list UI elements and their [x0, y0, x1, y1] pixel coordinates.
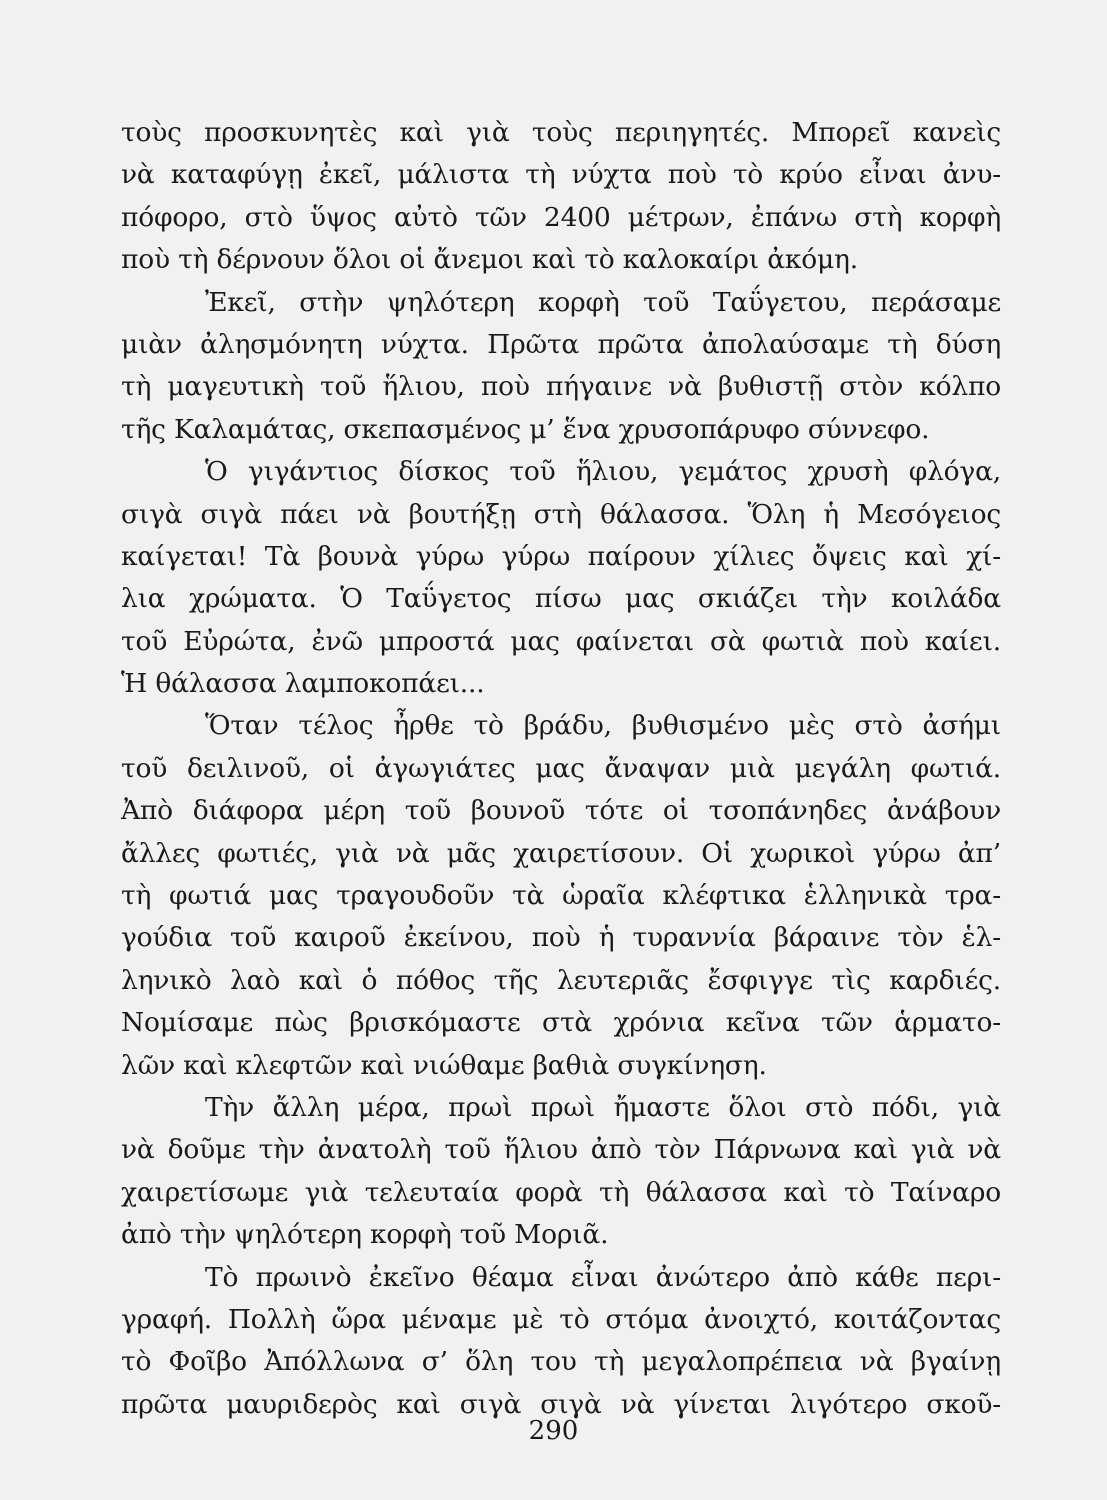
text-line: σιγὰ σιγὰ πάει νὰ βουτήξῃ στὴ θάλασσα. Ὅλη ἡ Μεσόγειος — [121, 498, 1001, 530]
text-line: τοῦ Εὐρώτα, ἐνῶ μπροστά μας φαίνεται σὰ φωτιὰ ποὺ καίει. — [121, 625, 1001, 657]
text-line: τὴ μαγευτικὴ τοῦ ἥλιου, ποὺ πήγαινε νὰ βυθιστῇ στὸν κόλπο — [121, 371, 1001, 403]
text-line: ἄλλες φωτιές, γιὰ νὰ μᾶς χαιρετίσουν. Οἱ χωρικοὶ γύρω ἀπ’ — [121, 837, 1001, 869]
text-line: ποὺ τὴ δέρνουν ὅλοι οἱ ἄνεμοι καὶ τὸ καλοκαίρι ἀκόμη. — [121, 244, 858, 276]
text-line: πρῶτα μαυριδερὸς καὶ σιγὰ σιγὰ νὰ γίνεται λιγότερο σκοῦ- — [121, 1388, 1001, 1420]
text-line: Ἐκεῖ, στὴν ψηλότερη κορφὴ τοῦ Ταΰγετου, περάσαμε — [205, 286, 1001, 318]
text-line: καίγεται! Τὰ βουνὰ γύρω γύρω παίρουν χίλιες ὄψεις καὶ χί- — [121, 540, 1001, 572]
text-line: γραφή. Πολλὴ ὥρα μέναμε μὲ τὸ στόμα ἀνοιχτό, κοιτάζοντας — [121, 1303, 1001, 1335]
text-line: λια χρώματα. Ὁ Ταΰγετος πίσω μας σκιάζει τὴν κοιλάδα — [121, 583, 1001, 615]
text-line: Ὁ γιγάντιος δίσκος τοῦ ἥλιου, γεμάτος χρυσὴ φλόγα, — [205, 456, 1001, 488]
text-line: γούδια τοῦ καιροῦ ἐκείνου, ποὺ ἡ τυραννία βάραινε τὸν ἑλ- — [121, 922, 1001, 954]
page-number: 290 — [528, 1416, 579, 1446]
text-line: Ἀπὸ διάφορα μέρη τοῦ βουνοῦ τότε οἱ τσοπάνηδες ἀνάβουν — [121, 795, 1001, 827]
text-line: τοὺς προσκυνητὲς καὶ γιὰ τοὺς περιηγητές. Μπορεῖ κανεὶς — [121, 117, 1001, 148]
text-line: τοῦ δειλινοῦ, οἱ ἀγωγιάτες μας ἄναψαν μιὰ μεγάλη φωτιά. — [121, 752, 1001, 784]
text-line: μιὰν ἀλησμόνητη νύχτα. Πρῶτα πρῶτα ἀπολαύσαμε τὴ δύση — [121, 328, 1001, 360]
text-line: Ὅταν τέλος ἦρθε τὸ βράδυ, βυθισμένο μὲς στὸ ἀσήμι — [205, 710, 1001, 742]
text-line: Τὸ πρωινὸ ἐκεῖνο θέαμα εἶναι ἀνώτερο ἀπὸ κάθε περι- — [205, 1261, 1001, 1293]
text-line: τῆς Καλαμάτας, σκεπασμένος μ’ ἕνα χρυσοπάρυφο σύννεφο. — [121, 413, 930, 445]
text-line: χαιρετίσωμε γιὰ τελευταία φορὰ τὴ θάλασσα καὶ τὸ Ταίναρο — [121, 1176, 1001, 1208]
text-line: Ἡ θάλασσα λαμποκοπάει... — [121, 668, 485, 700]
text-line: τὸ Φοῖβο Ἀπόλλωνα σ’ ὅλη του τὴ μεγαλοπρέπεια νὰ βγαίνῃ — [121, 1346, 1001, 1378]
text-line: νὰ καταφύγῃ ἐκεῖ, μάλιστα τὴ νύχτα ποὺ τὸ κρύο εἶναι ἀνυ- — [121, 159, 1001, 191]
text-line: τὴ φωτιά μας τραγουδοῦν τὰ ὡραῖα κλέφτικα ἑλληνικὰ τρα- — [121, 880, 1001, 912]
text-line: νὰ δοῦμε τὴν ἀνατολὴ τοῦ ἥλιου ἀπὸ τὸν Πάρνωνα καὶ γιὰ νὰ — [121, 1134, 1001, 1166]
body-text — [121, 112, 1001, 1426]
text-line: λῶν καὶ κλεφτῶν καὶ νιώθαμε βαθιὰ συγκίνηση. — [121, 1049, 767, 1081]
text-line: ἀπὸ τὴν ψηλότερη κορφὴ τοῦ Μοριᾶ. — [121, 1219, 609, 1251]
text-line: Νομίσαμε πὼς βρισκόμαστε στὰ χρόνια κεῖνα τῶν ἁρματο- — [121, 1007, 1001, 1039]
text-line: πόφορο, στὸ ὕψος αὐτὸ τῶν 2400 μέτρων, ἐπάνω στὴ κορφὴ — [121, 201, 1001, 233]
text-line: ληνικὸ λαὸ καὶ ὁ πόθος τῆς λευτεριᾶς ἔσφιγγε τὶς καρδιές. — [121, 964, 1001, 996]
text-line: Τὴν ἄλλη μέρα, πρωὶ πρωὶ ἤμαστε ὅλοι στὸ πόδι, γιὰ — [205, 1091, 1001, 1123]
